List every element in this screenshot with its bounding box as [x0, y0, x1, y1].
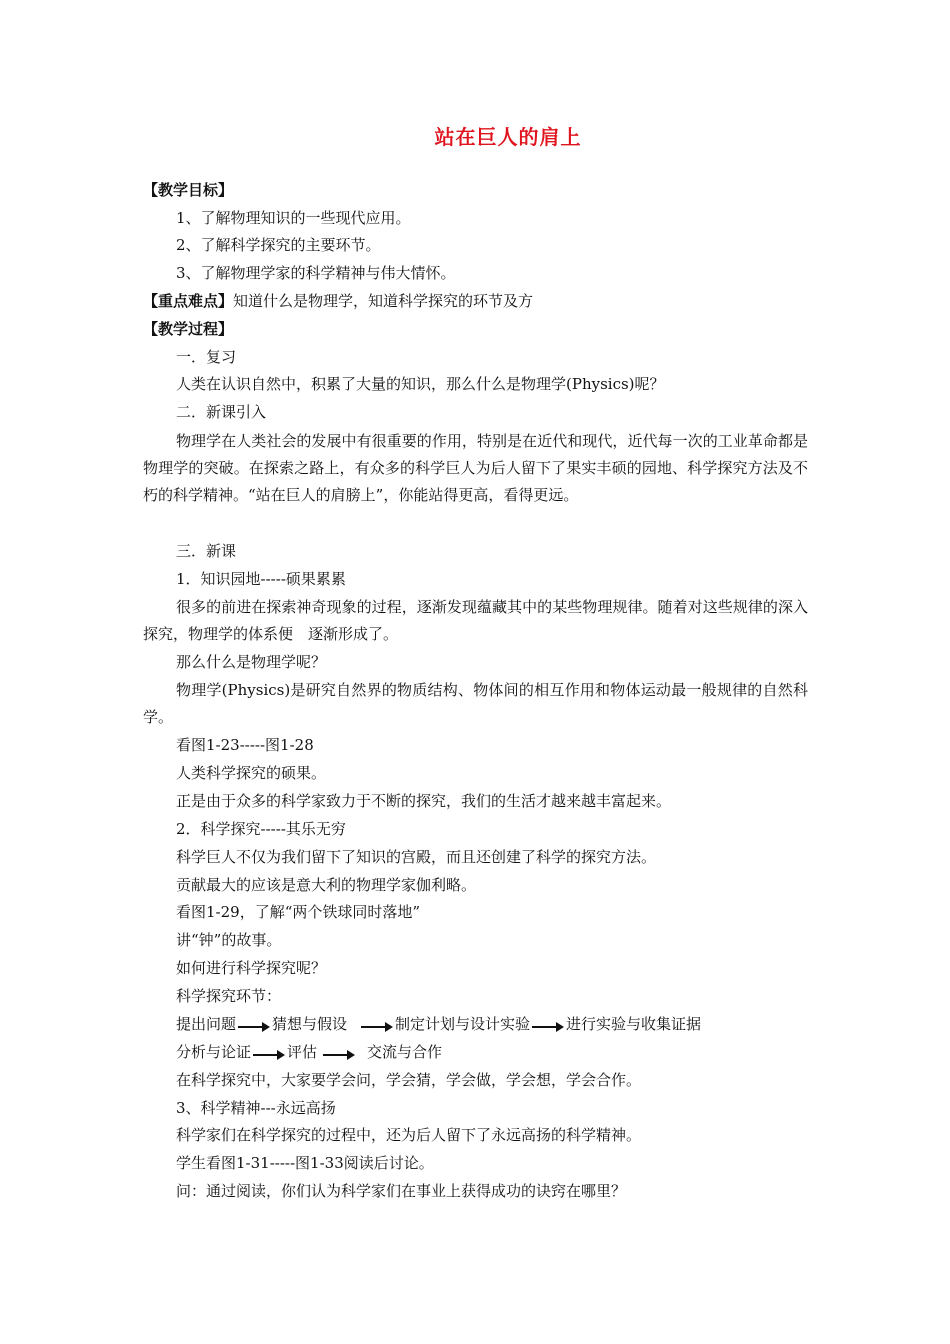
section1-paragraph: 很多的前进在探索神奇现象的过程，逐渐发现蕴藏其中的某些物理规律。随着对这些规律的深入探究，物理学的体系便 逐渐形成了。 — [143, 598, 808, 643]
inquiry-flow-row2 — [176, 1041, 442, 1063]
goals-heading: 【教学目标】 — [143, 181, 234, 199]
section2-story: 讲“钟”的故事。 — [176, 931, 282, 949]
steps-label: 科学探究环节： — [176, 987, 282, 1005]
review-heading: 一．复习 — [176, 348, 237, 366]
arrow-right-icon — [323, 1054, 353, 1056]
section3-text: 科学家们在科学探究的过程中，还为后人留下了永远高扬的科学精神。 — [176, 1126, 642, 1144]
section3-question: 问：通过阅读，你们认为科学家们在事业上获得成功的诀窍在哪里？ — [176, 1182, 627, 1200]
arrow-right-icon — [253, 1054, 283, 1056]
step-item: 进行实验与收集证据 — [566, 1015, 702, 1033]
goal-item: 1、了解物理知识的一些现代应用。 — [176, 209, 411, 227]
section1-heading: 1．知识园地-----硕果累累 — [176, 570, 346, 588]
section2-heading: 2．科学探究-----其乐无穷 — [176, 820, 346, 838]
section1-life: 正是由于众多的科学家致力于不断的探究，我们的生活才越来越丰富起来。 — [176, 792, 672, 810]
section2-figure: 看图1-29，了解“两个铁球同时落地” — [176, 903, 421, 921]
step-item: 猜想与假设 — [272, 1015, 348, 1033]
step-item: 交流与合作 — [367, 1043, 443, 1061]
section3-heading: 3、科学精神---永远高扬 — [176, 1099, 336, 1117]
document-title: 站在巨人的肩上 — [434, 125, 582, 149]
arrow-right-icon — [238, 1026, 268, 1028]
goal-item: 2、了解科学探究的主要环节。 — [176, 236, 381, 254]
section2-summary: 在科学探究中，大家要学会问，学会猜，学会做，学会想，学会合作。 — [176, 1071, 642, 1089]
section1-fruit: 人类科学探究的硕果。 — [176, 764, 327, 782]
process-heading: 【教学过程】 — [143, 320, 234, 338]
step-item: 分析与论证 — [176, 1043, 252, 1061]
goal-item: 3、了解物理学家的科学精神与伟大情怀。 — [176, 264, 456, 282]
section2-text2: 贡献最大的应该是意大利的物理学家伽利略。 — [176, 876, 477, 894]
step-item: 提出问题 — [176, 1015, 237, 1033]
key-points-heading: 【重点难点】 — [143, 292, 234, 310]
physics-definition: 物理学(Physics)是研究自然界的物质结构、物体间的相互作用和物体运动最一般规律的自然科学。 — [143, 681, 808, 726]
key-points-line — [143, 290, 533, 312]
new-lesson-heading: 三．新课 — [176, 542, 237, 560]
section2-text1: 科学巨人不仅为我们留下了知识的宫殿，而且还创建了科学的探究方法。 — [176, 848, 657, 866]
intro-heading: 二．新课引入 — [176, 403, 267, 421]
key-points-text: 知道什么是物理学，知道科学探究的环节及方 — [233, 292, 534, 310]
step-item: 制定计划与设计实验 — [395, 1015, 531, 1033]
section1-question: 那么什么是物理学呢？ — [176, 653, 327, 671]
arrow-right-icon — [532, 1026, 562, 1028]
section3-figure: 学生看图1-31-----图1-33阅读后讨论。 — [176, 1154, 434, 1172]
arrow-right-icon — [361, 1026, 391, 1028]
figure-reference: 看图1-23-----图1-28 — [176, 736, 314, 754]
step-item: 评估 — [287, 1043, 318, 1061]
section2-how: 如何进行科学探究呢？ — [176, 959, 327, 977]
inquiry-flow-row1 — [176, 1013, 701, 1035]
review-text: 人类在认识自然中，积累了大量的知识，那么什么是物理学(Physics)呢？ — [176, 375, 665, 393]
intro-paragraph: 物理学在人类社会的发展中有很重要的作用，特别是在近代和现代，近代每一次的工业革命都是物理学的突破。在探索之路上，有众多的科学巨人为后人留下了果实丰硕的园地、科学探究方法及不朽的科学精神。“站在巨人的肩膀上”，你能站得更高，看得更远。 — [143, 432, 808, 504]
